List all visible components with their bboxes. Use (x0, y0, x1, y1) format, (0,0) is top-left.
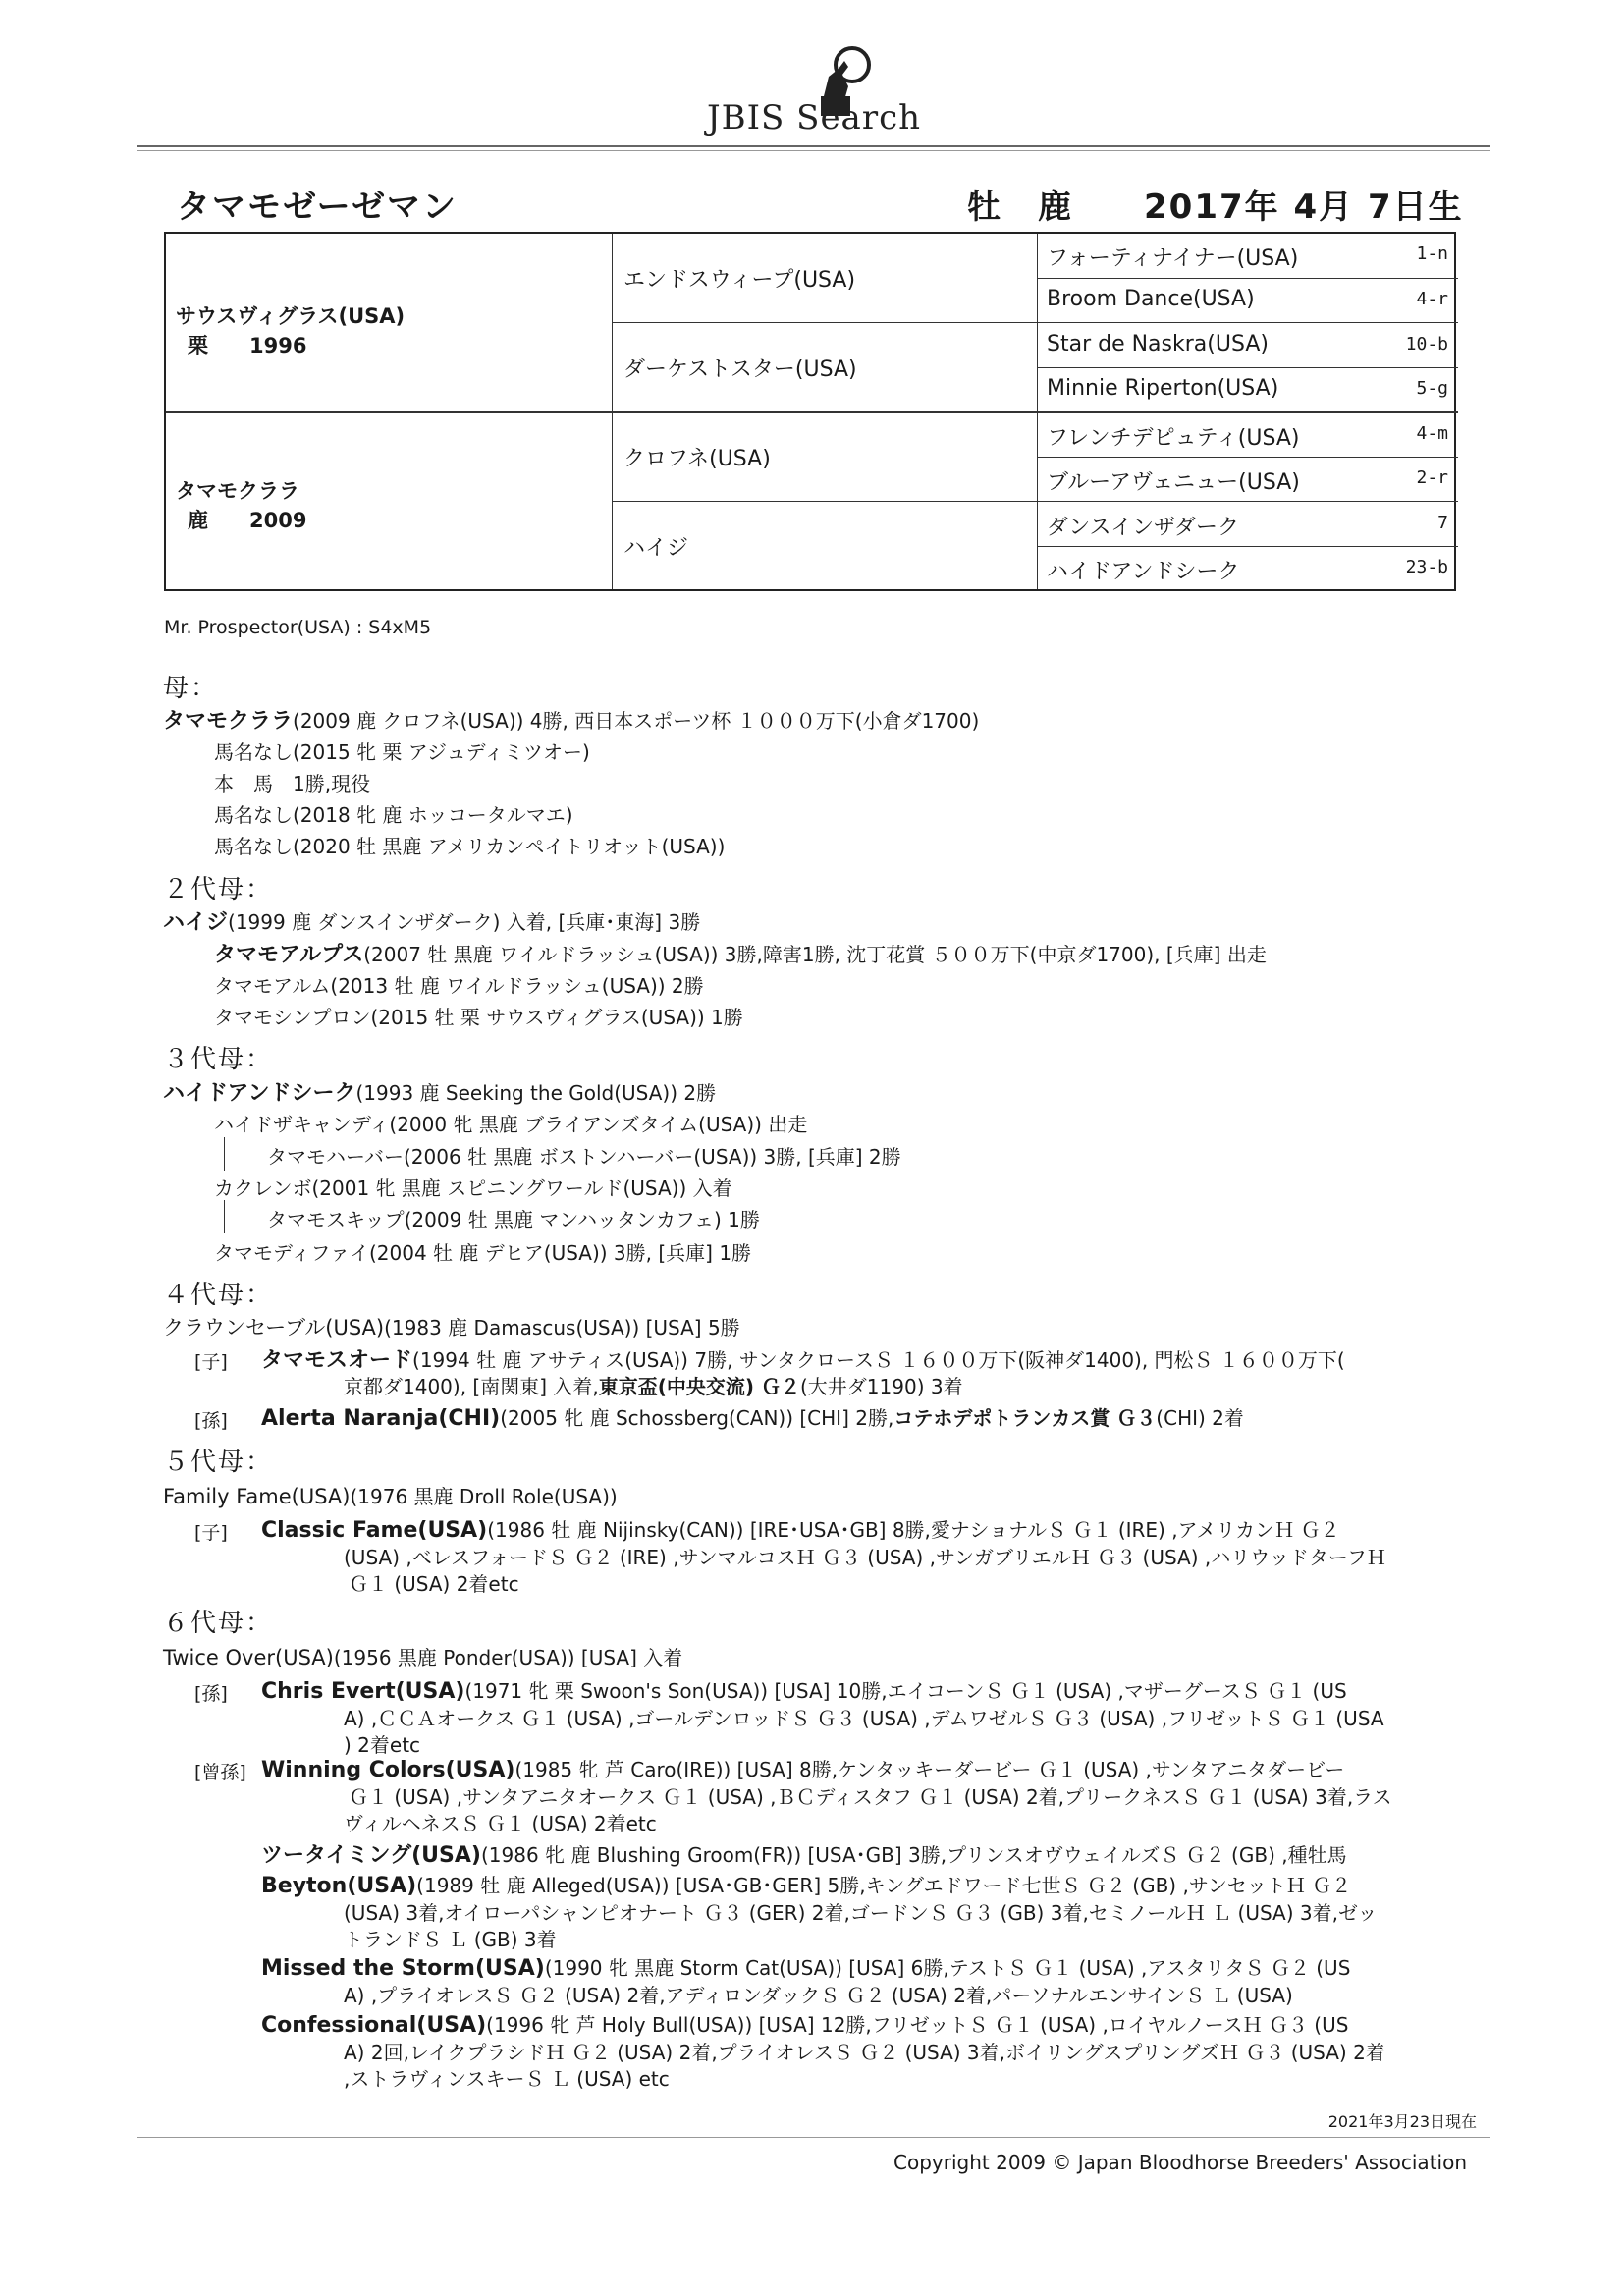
second-dam-line (163, 905, 700, 936)
produce-record: 京都ダ1400), [南関東] 入着, (344, 1375, 599, 1398)
produce-record: (1986 牡 鹿 Nijinsky(CAN)) [IRE･USA･GB] 8勝,愛ナショナルＳ Ｇ１ (IRE) ,アメリカンＨ Ｇ２ (487, 1518, 1340, 1542)
gen3-name: フレンチデピュティ(USA) (1047, 426, 1300, 451)
family-code: 4-m (1416, 423, 1448, 444)
produce-line[interactable]: 馬名なし(2020 牡 黒鹿 アメリカンペイトリオット(USA)) (214, 835, 726, 858)
produce-line (261, 1952, 1350, 1981)
dam-name: タマモクララ (176, 479, 299, 503)
gen3-row[interactable] (1037, 501, 1458, 546)
dam-detail: 鹿 2009 (188, 509, 307, 532)
produce-line[interactable]: 馬名なし(2015 牝 栗 アジュディミツオー) (214, 740, 590, 764)
gen3-name: ブルーアヴェニュー(USA) (1047, 470, 1300, 495)
gen2-sire-dam[interactable]: ダーケストスター(USA) (623, 357, 857, 382)
gen3-row[interactable] (1037, 322, 1458, 367)
produce-line (261, 1514, 1340, 1543)
produce-line[interactable]: 馬名なし(2018 牝 鹿 ホッコータルマエ) (214, 803, 573, 827)
as-of-date: 2021年3月23日現在 (1327, 2112, 1477, 2131)
copyright: Copyright 2009 © Japan Bloodhorse Breeders' Association (893, 2151, 1467, 2174)
produce-name[interactable]: Classic Fame(USA) (261, 1518, 488, 1543)
produce-line[interactable]: タマモディファイ(2004 牡 鹿 デヒア(USA)) 3勝, [兵庫] 1勝 (214, 1241, 752, 1265)
race-win: コテホデポトランカス賞 Ｇ３ (893, 1406, 1157, 1430)
gen3-row[interactable] (1037, 546, 1458, 590)
produce-line[interactable]: カクレンボ(2001 牝 黒鹿 スピニングワールド(USA)) 入着 (214, 1176, 732, 1200)
produce-name[interactable]: タマモスオード (261, 1348, 413, 1373)
gen3-name: Minnie Riperton(USA) (1047, 376, 1279, 401)
footer-rule (137, 2137, 1490, 2138)
family-code: 10-b (1405, 334, 1448, 355)
second-dam-record: (1999 鹿 ダンスインザダーク) 入着, [兵庫･東海] 3勝 (228, 910, 701, 934)
relation-tag: [孫] (194, 1410, 228, 1432)
produce-record: (1994 牡 鹿 アサティス(USA)) 7勝, サンタクロースＳ １６００万下(阪神ダ1400), 門松Ｓ １６００万下( (412, 1348, 1345, 1372)
fourth-dam-line (163, 1312, 740, 1341)
gen3-name: ダンスインザダーク (1047, 516, 1240, 540)
pedigree-table (164, 232, 1456, 591)
fourth-dam-record: (1983 鹿 Damascus(USA)) [USA] 5勝 (384, 1316, 740, 1339)
jbis-logo (707, 39, 943, 147)
produce-line-cont: Ｇ１ (USA) ,サンタアニタオークス Ｇ１ (USA) ,ＢＣディスタフ Ｇ１ (USA) 2着,プリークネスＳ Ｇ１ (USA) 3着,ラス (349, 1785, 1392, 1809)
gen3-row[interactable] (1037, 278, 1458, 322)
produce-record: (1990 牝 黒鹿 Storm Cat(USA)) [USA] 6勝,テストＳ Ｇ１ (USA) ,アスタリタＳ Ｇ２ (US (544, 1956, 1351, 1980)
produce-name[interactable]: Alerta Naranja(CHI) (261, 1406, 501, 1431)
produce-line-cont: ヴィルヘネスＳ Ｇ１ (USA) 2着etc (344, 1812, 657, 1835)
produce-name[interactable]: Chris Evert(USA) (261, 1679, 465, 1704)
horse-sex-color-birth: 牡 鹿 2017年 4月 7日生 (967, 188, 1464, 227)
relation-tag: [孫] (194, 1683, 228, 1705)
family-code: 5-g (1416, 378, 1448, 399)
gen3-row[interactable] (1037, 457, 1458, 501)
produce-line[interactable]: タマモアルム(2013 牡 鹿 ワイルドラッシュ(USA)) 2勝 (214, 974, 704, 998)
header-rule-thin (137, 150, 1490, 151)
fifth-dam-name[interactable]: Family Fame(USA) (163, 1485, 351, 1508)
sixth-dam-line (163, 1642, 682, 1670)
produce-record: (1989 牡 鹿 Alleged(USA)) [USA･GB･GER] 5勝,キングエドワード七世Ｓ Ｇ２ (GB) ,サンセットＨ Ｇ２ (416, 1874, 1352, 1897)
produce-name[interactable]: ツータイミング(USA) (261, 1843, 481, 1868)
produce-name[interactable]: Beyton(USA) (261, 1874, 417, 1898)
produce-record: (1996 牝 芦 Holy Bull(USA)) [USA] 12勝,フリゼットＳ Ｇ１ (USA) ,ロイヤルノースＨ Ｇ３ (US (486, 2013, 1349, 2037)
fifth-dam-line (163, 1481, 618, 1509)
produce-line: 本 馬 1勝,現役 (214, 772, 371, 795)
produce-line[interactable]: ハイドザキャンディ(2000 牝 黒鹿 ブライアンズタイム(USA)) 出走 (214, 1113, 808, 1136)
section-5th-dam-heading: ５代母： (163, 1448, 274, 1477)
gen3-row[interactable] (1037, 367, 1458, 411)
third-dam-name[interactable]: ハイドアンドシーク (163, 1081, 356, 1106)
produce-line-cont: A) ,ＣＣＡオークス Ｇ１ (USA) ,ゴールデンロッドＳ Ｇ３ (USA) ,デムワゼルＳ Ｇ３ (USA) ,フリゼットＳ Ｇ１ (USA (344, 1707, 1384, 1730)
produce-line[interactable]: タマモハーバー(2006 牡 黒鹿 ボストンハーバー(USA)) 3勝, [兵庫] 2勝 (267, 1145, 901, 1169)
family-code: 4-r (1416, 289, 1448, 309)
second-dam-name[interactable]: ハイジ (163, 910, 229, 935)
gen2-dam-sire[interactable]: クロフネ(USA) (623, 447, 771, 471)
produce-record: (1985 牝 芦 Caro(IRE)) [USA] 8勝,ケンタッキーダービー Ｇ１ (USA) ,サンタアニタダービー (514, 1758, 1345, 1781)
sire-detail: 栗 1996 (188, 334, 307, 357)
family-code: 7 (1437, 513, 1448, 533)
third-dam-record: (1993 鹿 Seeking the Gold(USA)) 2勝 (355, 1081, 717, 1105)
relation-tag: [曾孫] (194, 1762, 246, 1783)
produce-record: (1986 牝 鹿 Blushing Groom(FR)) [USA･GB] 3勝,プリンスオヴウェイルズＳ Ｇ２ (GB) ,種牡馬 (480, 1843, 1347, 1867)
produce-name[interactable]: Confessional(USA) (261, 2013, 487, 2038)
horse-name: タマモゼーゼマン (177, 188, 458, 227)
gen3-name: ハイドアンドシーク (1047, 560, 1240, 584)
inbreeding-note: Mr. Prospector(USA) : S4xM5 (164, 617, 432, 638)
produce-record: (2007 牡 黒鹿 ワイルドラッシュ(USA)) 3勝,障害1勝, 沈丁花賞 ５００万下(中京ダ1700), [兵庫] 出走 (363, 943, 1267, 966)
produce-record: (2005 牝 鹿 Schossberg(CAN)) [CHI] 2勝, (500, 1406, 894, 1430)
gen2-sire-sire[interactable]: エンドスウィープ(USA) (623, 268, 856, 293)
relation-tag: [子] (194, 1522, 228, 1544)
produce-record: (1971 牝 栗 Swoon's Son(USA)) [USA] 10勝,エイコーンＳ Ｇ１ (USA) ,マザーグースＳ Ｇ１ (US (464, 1679, 1347, 1703)
section-3rd-dam-heading: ３代母： (163, 1045, 274, 1074)
produce-name[interactable]: Missed the Storm(USA) (261, 1956, 545, 1981)
sixth-dam-record: (1956 黒鹿 Ponder(USA)) [USA] 入着 (333, 1646, 683, 1669)
produce-line (261, 1675, 1347, 1704)
produce-line-cont: ) 2着etc (344, 1733, 421, 1757)
relation-tag: [子] (194, 1351, 228, 1373)
produce-line[interactable]: タマモシンプロン(2015 牡 栗 サウスヴィグラス(USA)) 1勝 (214, 1006, 743, 1029)
dam-record: (2009 鹿 クロフネ(USA)) 4勝, 西日本スポーツ杯 １０００万下(小倉ダ1700) (293, 709, 980, 733)
produce-line-cont: ,ストラヴィンスキーＳ Ｌ (USA) etc (344, 2067, 670, 2091)
produce-line (261, 2009, 1348, 2038)
family-code: 23-b (1405, 557, 1448, 577)
third-dam-line (163, 1076, 716, 1107)
family-code: 2-r (1416, 467, 1448, 488)
gen3-name: Broom Dance(USA) (1047, 287, 1255, 311)
produce-name[interactable]: Winning Colors(USA) (261, 1758, 515, 1782)
header-rule (137, 145, 1490, 147)
sire-cell[interactable] (176, 301, 405, 359)
section-6th-dam-heading: ６代母： (163, 1609, 274, 1638)
section-2nd-dam-heading: ２代母： (163, 875, 274, 904)
family-code: 1-n (1416, 244, 1448, 264)
produce-line-cont (344, 1371, 963, 1399)
fourth-dam-name[interactable]: クラウンセーブル(USA) (163, 1316, 385, 1339)
gen3-name: フォーティナイナー(USA) (1047, 246, 1299, 271)
produce-line (261, 1870, 1351, 1898)
sire-name: サウスヴィグラス(USA) (176, 304, 406, 328)
lineage-bar (224, 1200, 225, 1233)
dam-name[interactable]: タマモクララ (163, 709, 294, 734)
produce-line (261, 1838, 1347, 1869)
section-4th-dam-heading: ４代母： (163, 1281, 274, 1310)
produce-line-cont: A) 2回,レイクプラシドＨ Ｇ２ (USA) 2着,プライオレスＳ Ｇ２ (USA) 3着,ボイリングスプリングズＨ Ｇ３ (USA) 2着 (344, 2041, 1385, 2064)
produce-record: (大井ダ1190) 3着 (800, 1375, 963, 1398)
gen3-row[interactable] (1037, 411, 1458, 457)
race-win: 東京盃(中央交流) Ｇ２ (598, 1375, 800, 1398)
produce-line-cont: A) ,プライオレスＳ Ｇ２ (USA) 2着,アディロンダックＳ Ｇ２ (USA) 2着,パーソナルエンサインＳ Ｌ (USA) (344, 1984, 1293, 2007)
dam-line (163, 704, 979, 735)
fifth-dam-record: (1976 黒鹿 Droll Role(USA)) (350, 1485, 618, 1508)
produce-line-cont: トランドＳ Ｌ (GB) 3着 (344, 1928, 557, 1951)
sixth-dam-name[interactable]: Twice Over(USA) (163, 1646, 334, 1669)
produce-line-cont: (USA) ,べレスフォードＳ Ｇ２ (IRE) ,サンマルコスＨ Ｇ３ (USA) ,サンガブリエルＨ Ｇ３ (USA) ,ハリウッドターフＨ (344, 1546, 1386, 1569)
produce-line[interactable]: タマモスキップ(2009 牡 黒鹿 マンハッタンカフェ) 1勝 (267, 1208, 760, 1231)
logo-text: JBIS Search (707, 98, 922, 137)
produce-line (261, 1754, 1344, 1782)
dam-cell[interactable] (176, 475, 306, 534)
produce-record: (CHI) 2着 (1156, 1406, 1244, 1430)
produce-line (261, 1402, 1244, 1431)
produce-line (214, 938, 1267, 968)
gen2-dam-dam[interactable]: ハイジ (623, 536, 689, 561)
gen3-row[interactable] (1037, 234, 1458, 278)
produce-line-cont: (USA) 3着,オイローパシャンピオナート Ｇ３ (GER) 2着,ゴードンＳ Ｇ３ (GB) 3着,セミノールＨ Ｌ (USA) 3着,ゼッ (344, 1901, 1378, 1925)
gen3-name: Star de Naskra(USA) (1047, 332, 1269, 356)
produce-line-cont: Ｇ１ (USA) 2着etc (349, 1572, 519, 1596)
produce-name[interactable]: タマモアルプス (214, 943, 364, 967)
section-dam-heading: 母： (163, 674, 219, 703)
lineage-bar (224, 1137, 225, 1171)
produce-line (261, 1343, 1345, 1374)
